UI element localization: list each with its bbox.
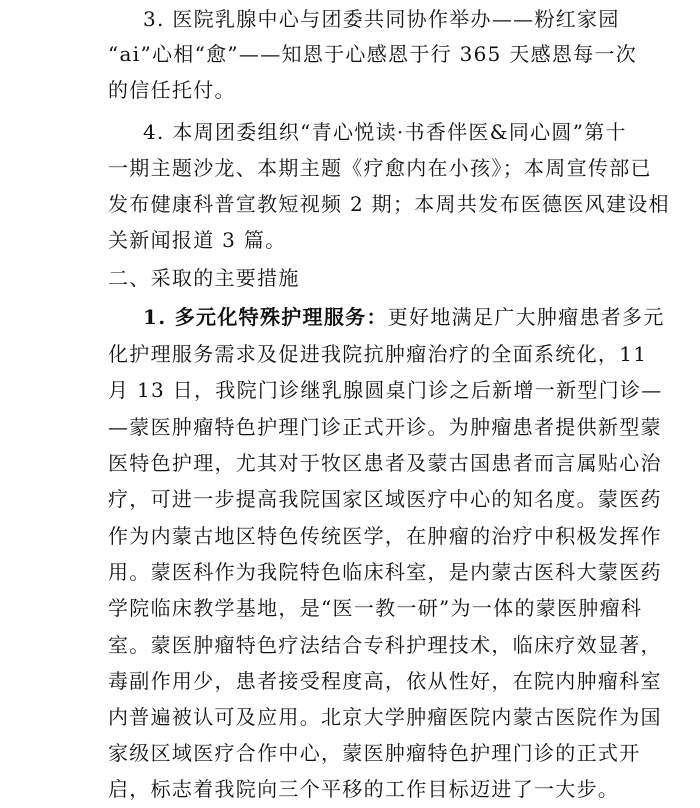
section-heading: 二、采取的主要措施 — [108, 266, 300, 290]
item3-line-2: “ai”心相“愈”——知恩于心感恩于行 365 天感恩每一次 — [108, 42, 638, 66]
measure1-first-line-rest: 更好地满足广大肿瘤患者多元 — [387, 305, 665, 329]
item4-line-4: 关新闻报道 3 篇。 — [108, 228, 287, 252]
measure1-line: 启，标志着我院向三个平移的工作目标迈进了一大步。 — [108, 777, 620, 801]
item4-line-2: 一期主题沙龙、本期主题《疗愈内在小孩》；本周宣传部已 — [108, 156, 652, 180]
measure1-lead: 1. 多元化特殊护理服务： — [143, 305, 388, 329]
item4-line-1: 4. 本周团委组织“青心悦读·书香伴医&同心圆”第十 — [143, 120, 627, 144]
measure1-line: 医特色护理，尤其对于牧区患者及蒙古国患者而言属贴心治 — [108, 451, 662, 475]
item4-line-3: 发布健康科普宣教短视频 2 期；本周共发布医德医风建设相 — [108, 192, 670, 216]
measure1-line: 学院临床教学基地，是“医一教一研”为一体的蒙医肿瘤科 — [108, 596, 643, 620]
measure1-line: 疗，可进一步提高我院国家区域医疗中心的知名度。蒙医药 — [108, 487, 662, 511]
measure1-line: —蒙医肿瘤特色护理门诊正式开诊。为肿瘤患者提供新型蒙 — [108, 415, 662, 439]
measure1-line: 化护理服务需求及促进我院抗肿瘤治疗的全面系统化，11 — [108, 342, 648, 366]
measure1-line: 内普遍被认可及应用。北京大学肿瘤医院内蒙古医院作为国 — [108, 705, 662, 729]
item3-line-1: 3. 医院乳腺中心与团委共同协作举办——粉红家园 — [143, 7, 620, 31]
measure1-line: 室。蒙医肿瘤特色疗法结合专科护理技术，临床疗效显著， — [108, 633, 662, 657]
measure1-line: 作为内蒙古地区特色传统医学，在肿瘤的治疗中积极发挥作 — [108, 524, 662, 548]
measure1-line-1 — [143, 303, 665, 331]
measure1-line: 用。蒙医科作为我院特色临床科室，是内蒙古医科大蒙医药 — [108, 560, 662, 584]
measure1-line: 家级区域医疗合作中心，蒙医肿瘤特色护理门诊的正式开 — [108, 741, 641, 765]
item3-line-3: 的信任托付。 — [108, 78, 236, 102]
measure1-line: 月 13 日，我院门诊继乳腺圆桌门诊之后新增一新型门诊— — [108, 378, 663, 402]
measure1-line: 毒副作用少，患者接受程度高，依从性好，在院内肿瘤科室 — [108, 669, 662, 693]
